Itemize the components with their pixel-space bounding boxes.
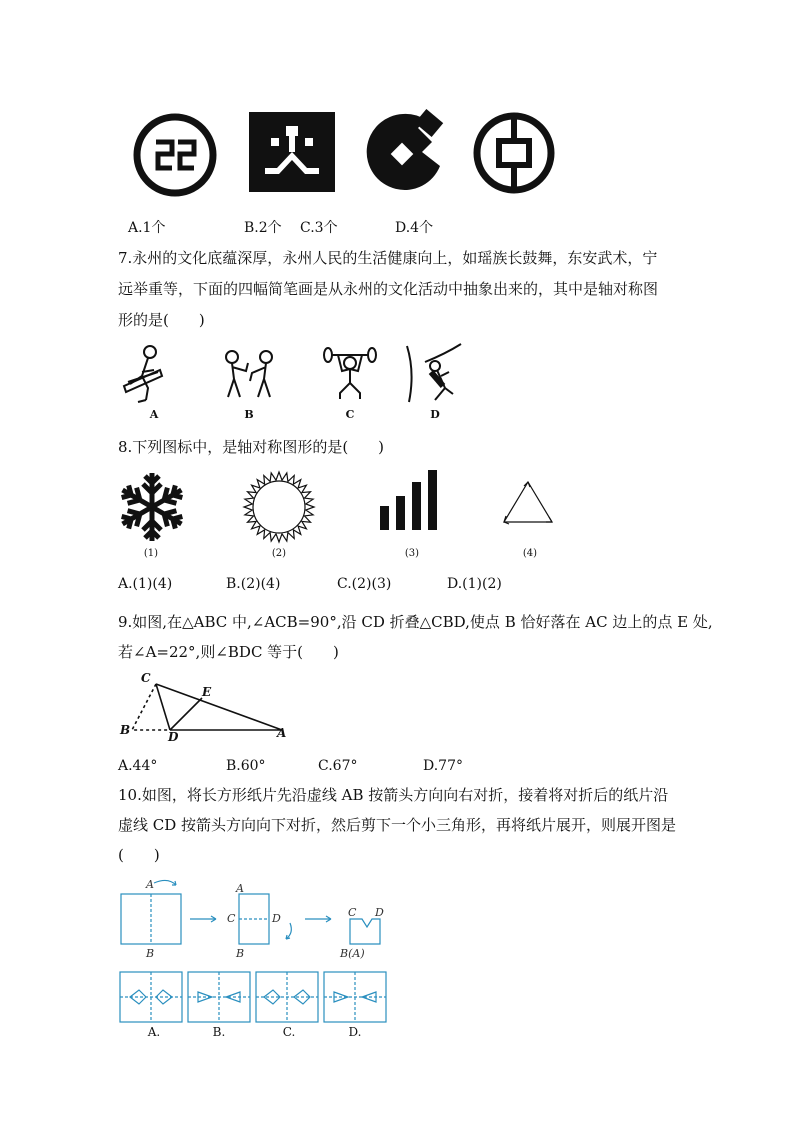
q10-answer-choices-figure bbox=[118, 970, 388, 1024]
q9-label-d: D bbox=[168, 730, 179, 744]
q8-option-b[interactable]: B.(2)(4) bbox=[226, 576, 281, 592]
q7-caption-d: D bbox=[430, 408, 440, 421]
q8-caption-1: (1) bbox=[143, 548, 159, 559]
q8-triangle-arrows-icon bbox=[500, 478, 556, 528]
q9-label-e: E bbox=[202, 685, 212, 699]
q10-caption-d: D. bbox=[348, 1025, 362, 1039]
q6-option-d[interactable]: D.4个 bbox=[395, 220, 434, 236]
q8-stem: 8.下列图标中，是轴对称图形的是( ) bbox=[118, 438, 385, 456]
q8-option-c[interactable]: C.(2)(3) bbox=[337, 576, 392, 592]
q6-logo-2 bbox=[249, 112, 335, 192]
q8-snowflake-icon bbox=[116, 470, 188, 544]
q6-option-a[interactable]: A.1个 bbox=[128, 220, 166, 236]
q8-caption-3: (3) bbox=[404, 548, 420, 559]
q10-caption-b: B. bbox=[212, 1025, 226, 1039]
q10-step3-label-ba: B(A) bbox=[340, 947, 365, 960]
q8-caption-4: (4) bbox=[522, 548, 538, 559]
q9-option-d[interactable]: D.77° bbox=[423, 758, 463, 774]
q8-sun-icon bbox=[242, 470, 316, 544]
q10-stem-line2: 虚线 CD 按箭头方向向下对折，然后剪下一个小三角形，再将纸片展开，则展开图是 bbox=[118, 816, 677, 834]
q10-step1-label-a: A bbox=[146, 878, 154, 891]
q7-figure-d bbox=[405, 342, 465, 404]
q6-logo-4 bbox=[471, 110, 557, 196]
q8-caption-2: (2) bbox=[271, 548, 287, 559]
q6-logo-3 bbox=[360, 108, 446, 196]
q8-option-a[interactable]: A.(1)(4) bbox=[118, 576, 173, 592]
q10-step3-label-c: C bbox=[348, 906, 357, 919]
q9-option-c[interactable]: C.67° bbox=[318, 758, 358, 774]
q7-stem-line2: 远举重等，下面的四幅简笔画是从永州的文化活动中抽象出来的，其中是轴对称图 bbox=[118, 280, 659, 298]
q10-stem-line1: 10.如图，将长方形纸片先沿虚线 AB 按箭头方向向右对折，接着将对折后的纸片沿 bbox=[118, 786, 669, 804]
q10-step2-label-d: D bbox=[272, 912, 281, 925]
q8-option-d[interactable]: D.(1)(2) bbox=[447, 576, 502, 592]
q7-figure-a bbox=[118, 342, 188, 404]
q9-label-c: C bbox=[141, 671, 151, 685]
q6-option-b[interactable]: B.2个 bbox=[244, 220, 282, 236]
q9-stem-line2: 若∠A=22°,则∠BDC 等于( ) bbox=[118, 643, 339, 661]
q9-label-b: B bbox=[120, 723, 131, 737]
q8-signal-bars-icon bbox=[380, 468, 442, 532]
q10-step1-label-b: B bbox=[146, 947, 155, 960]
q10-stem-line3: ( ) bbox=[118, 846, 160, 864]
q10-step2-label-a: A bbox=[236, 882, 244, 895]
q7-figure-b bbox=[218, 345, 280, 403]
q7-caption-c: C bbox=[345, 408, 355, 421]
q7-caption-a: A bbox=[149, 408, 159, 421]
q9-label-a: A bbox=[277, 726, 287, 740]
q10-caption-c: C. bbox=[282, 1025, 296, 1039]
q9-stem-line1: 9.如图,在△ABC 中,∠ACB=90°,沿 CD 折叠△CBD,使点 B 恰好落在 AC 边上的点 E 处, bbox=[118, 613, 713, 631]
q6-option-c[interactable]: C.3个 bbox=[300, 220, 338, 236]
q9-option-a[interactable]: A.44° bbox=[118, 758, 158, 774]
q10-step2-label-c: C bbox=[227, 912, 236, 925]
q7-stem-line3: 形的是( ) bbox=[118, 311, 205, 329]
q7-caption-b: B bbox=[244, 408, 254, 421]
q9-option-b[interactable]: B.60° bbox=[226, 758, 266, 774]
q10-step3-label-d: D bbox=[375, 906, 384, 919]
q10-caption-a: A. bbox=[147, 1025, 161, 1039]
q7-stem-line1: 7.永州的文化底蕴深厚，永州人民的生活健康向上，如瑶族长鼓舞，东安武术，宁 bbox=[118, 249, 658, 267]
q6-logo-1 bbox=[132, 112, 218, 198]
q10-step2-label-b: B bbox=[236, 947, 245, 960]
q7-figure-c bbox=[322, 345, 378, 403]
